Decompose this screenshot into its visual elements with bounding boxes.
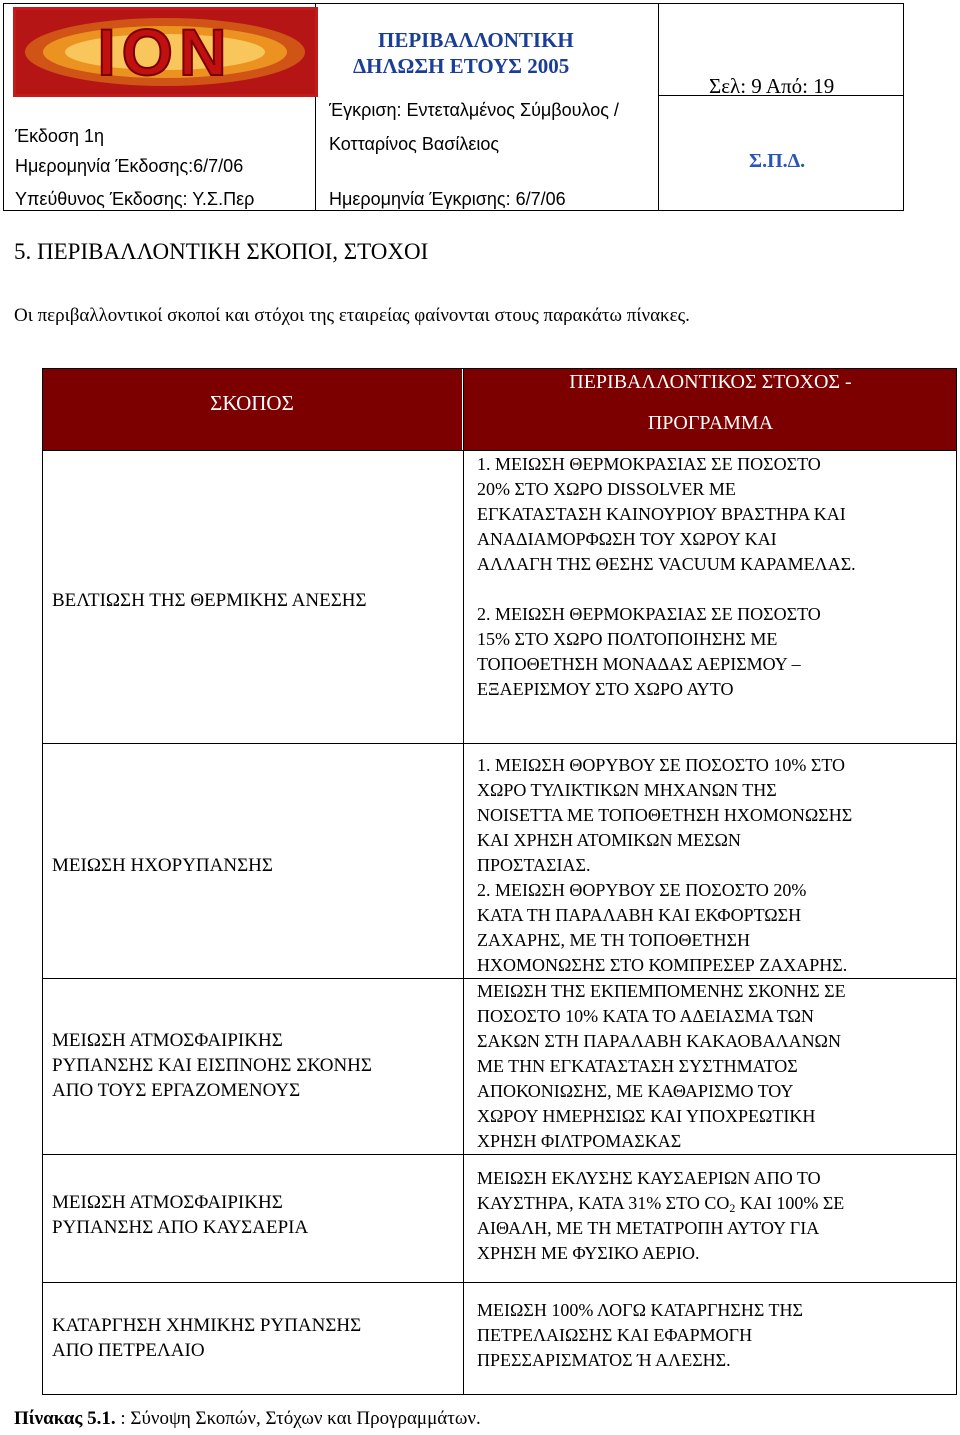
approval-label: Έγκριση: Εντεταλμένος Σύμβουλος / xyxy=(329,100,619,120)
table-row-goal: ΜΕΙΩΣΗ ΗΧΟΡΥΠΑΝΣΗΣ xyxy=(52,855,273,876)
caption-text: : Σύνοψη Σκοπών, Στόχων και Προγραμμάτων. xyxy=(115,1408,481,1429)
logo-wordmark: ION xyxy=(97,15,233,89)
table-row-goal: ΜΕΙΩΣΗ ΑΤΜΟΣΦΑΙΡΙΚΗΣ ΡΥΠΑΝΣΗΣ ΚΑΙ ΕΙΣΠΝΟΗΣ ΣΚΟΝΗΣ ΑΠΟ ΤΟΥΣ ΕΡΓΑΖΟΜΕΝΟΥΣ xyxy=(52,1030,372,1101)
issue-date: Ημερομηνία Έκδοσης:6/7/06 xyxy=(15,156,244,176)
table-border xyxy=(956,368,957,1395)
document-title: ΔΗΛΩΣΗ ΕΤΟΥΣ 2005 xyxy=(353,54,570,78)
document-header xyxy=(3,3,904,211)
table-border xyxy=(42,743,957,744)
table-row-target: 2. ΜΕΙΩΣΗ ΘΕΡΜΟΚΡΑΣΙΑΣ ΣΕ ΠΟΣΟΣΤΟ 15% ΣΤΟ ΧΩΡΟ ΠΟΛΤΟΠΟΙΗΣΗΣ ΜΕ ΤΟΠΟΘΕΤΗΣΗ ΜΟΝΑΔΑΣ ΑΕΡΙΣΜΟΥ – ΕΞΑΕΡΙΣΜΟΥ ΣΤΟ ΧΩΡΟ ΑΥΤΟ xyxy=(477,604,821,699)
table-row-goal: ΜΕΙΩΣΗ ΑΤΜΟΣΦΑΙΡΙΚΗΣ ΡΥΠΑΝΣΗΣ ΑΠΟ ΚΑΥΣΑΕΡΙΑ xyxy=(52,1192,309,1238)
department-code: Σ.Π.Δ. xyxy=(749,150,806,172)
table-border xyxy=(42,450,957,451)
section-intro: Οι περιβαλλοντικοί σκοποί και στόχοι της εταιρείας φαίνονται στους παρακάτω πίνακες. xyxy=(14,305,690,326)
table-border xyxy=(42,1282,957,1283)
table-header-goal xyxy=(42,368,462,450)
company-logo xyxy=(13,7,318,97)
table-row-target: 1. ΜΕΙΩΣΗ ΘΕΡΜΟΚΡΑΣΙΑΣ ΣΕ ΠΟΣΟΣΤΟ 20% ΣΤΟ ΧΩΡΟ DISSOLVER ΜΕ ΕΓΚΑΤΑΣΤΑΣΗ ΚΑΙΝΟΥΡΙΟΥ ΒΡΑΣΤΗΡΑ ΚΑΙ ΑΝΑΔΙΑΜΟΡΦΩΣΗ ΤΟΥ ΧΩΡΟΥ ΚΑΙ ΑΛΛΑΓΗ ΤΗΣ ΘΕΣΗΣ VACUUM ΚΑΡΑΜΕΛΑΣ. xyxy=(477,454,856,574)
table-border xyxy=(42,368,43,1395)
table-row-target: ΜΕΙΩΣΗ ΕΚΛΥΣΗΣ ΚΑΥΣΑΕΡΙΩΝ ΑΠΟ ΤΟ ΚΑΥΣΤΗΡΑ, ΚΑΤΑ 31% ΣΤΟ $CO_2$ ΚΑΙ 100% ΣΕ ΑΙΘΑΛΗ, ΜΕ ΤΗ ΜΕΤΑΤΡΟΠΗ ΑΥΤΟΥ ΓΙΑ ΧΡΗΣΗ ΜΕ ΦΥΣΙΚΟ ΑΕΡΙΟ. xyxy=(477,1168,845,1263)
header-divider xyxy=(658,4,659,210)
document-version: Έκδοση 1η xyxy=(15,126,105,146)
table-row-goal: ΒΕΛΤΙΩΣΗ ΤΗΣ ΘΕΡΜΙΚΗΣ ΑΝΕΣΗΣ xyxy=(52,590,367,611)
approval-date: Ημερομηνία Έγκρισης: 6/7/06 xyxy=(329,189,566,209)
table-border xyxy=(42,1154,957,1155)
table-row-target: ΜΕΙΩΣΗ 100% ΛΟΓΩ ΚΑΤΑΡΓΗΣΗΣ ΤΗΣ ΠΕΤΡΕΛΑΙΩΣΗΣ ΚΑΙ ΕΦΑΡΜΟΓΗ ΠΡΕΣΣΑΡΙΣΜΑΤΟΣ Ή ΑΛΕΣΗΣ. xyxy=(477,1300,804,1370)
table-header-label: ΣΚΟΠΟΣ xyxy=(210,391,294,415)
caption-label: Πίνακας 5.1. xyxy=(14,1408,116,1429)
table-row-target: 1. ΜΕΙΩΣΗ ΘΟΡΥΒΟΥ ΣΕ ΠΟΣΟΣΤΟ 10% ΣΤΟ ΧΩΡΟ ΤΥΛΙΚΤΙΚΩΝ ΜΗΧΑΝΩΝ ΤΗΣ NOISETTA ΜΕ ΤΟΠΟΘΕΤΗΣΗ ΗΧΟΜΟΝΩΣΗΣ ΚΑΙ ΧΡΗΣΗ ΑΤΟΜΙΚΩΝ ΜΕΣΩΝ ΠΡΟΣΤΑΣΙΑΣ. 2. ΜΕΙΩΣΗ ΘΟΡΥΒΟΥ ΣΕ ΠΟΣΟΣΤΟ 20% ΚΑΤΑ ΤΗ ΠΑΡΑΛΑΒΗ ΚΑΙ ΕΚΦΟΡΤΩΣΗ ΖΑΧΑΡΗΣ, ΜΕ ΤΗ ΤΟΠΟΘΕΤΗΣΗ ΗΧΟΜΟΝΩΣΗΣ ΣΤΟ ΚΟΜΠΡΕΣΕΡ ΖΑΧΑΡΗΣ. xyxy=(477,755,853,975)
table-border xyxy=(42,368,957,369)
table-border xyxy=(463,368,464,1395)
section-title: 5. ΠΕΡΙΒΑΛΛΟΝΤΙΚΗ ΣΚΟΠΟΙ, ΣΤΟΧΟΙ xyxy=(14,239,429,264)
approver-name: Κοτταρίνος Βασίλειος xyxy=(329,134,500,154)
page-info: Σελ: 9 Από: 19 xyxy=(709,74,835,98)
document-title: ΠΕΡΙΒΑΛΛΟΝΤΙΚΗ xyxy=(378,28,574,52)
table-header-label: ΠΡΟΓΡΑΜΜΑ xyxy=(647,412,774,434)
table-caption xyxy=(14,1408,481,1430)
issue-responsible: Υπεύθυνος Έκδοσης: Υ.Σ.Περ xyxy=(15,189,255,209)
table-header-target xyxy=(464,368,957,450)
table-row-target: ΜΕΙΩΣΗ ΤΗΣ ΕΚΠΕΜΠΟΜΕΝΗΣ ΣΚΟΝΗΣ ΣΕ ΠΟΣΟΣΤΟ 10% ΚΑΤΑ ΤΟ ΑΔΕΙΑΣΜΑ ΤΩΝ ΣΑΚΩΝ ΣΤΗ ΠΑΡΑΛΑΒΗ ΚΑΚΑΟΒΑΛΑΝΩΝ ΜΕ ΤΗΝ ΕΓΚΑΤΑΣΤΑΣΗ ΣΥΣΤΗΜΑΤΟΣ ΑΠΟΚΟΝΙΩΣΗΣ, ΜΕ ΚΑΘΑΡΙΣΜΟ ΤΟΥ ΧΩΡΟΥ ΗΜΕΡΗΣΙΩΣ ΚΑΙ ΥΠΟΧΡΕΩΤΙΚΗ ΧΡΗΣΗ ΦΙΛΤΡΟΜΑΣΚΑΣ xyxy=(477,981,846,1151)
table-row-goal: ΚΑΤΑΡΓΗΣΗ ΧΗΜΙΚΗΣ ΡΥΠΑΝΣΗΣ ΑΠΟ ΠΕΤΡΕΛΑΙΟ xyxy=(52,1315,362,1361)
table-border xyxy=(42,1394,957,1395)
table-header-label: ΠΕΡΙΒΑΛΛΟΝΤΙΚΟΣ ΣΤΟΧΟΣ - xyxy=(569,371,852,393)
goals-table xyxy=(42,368,957,1395)
